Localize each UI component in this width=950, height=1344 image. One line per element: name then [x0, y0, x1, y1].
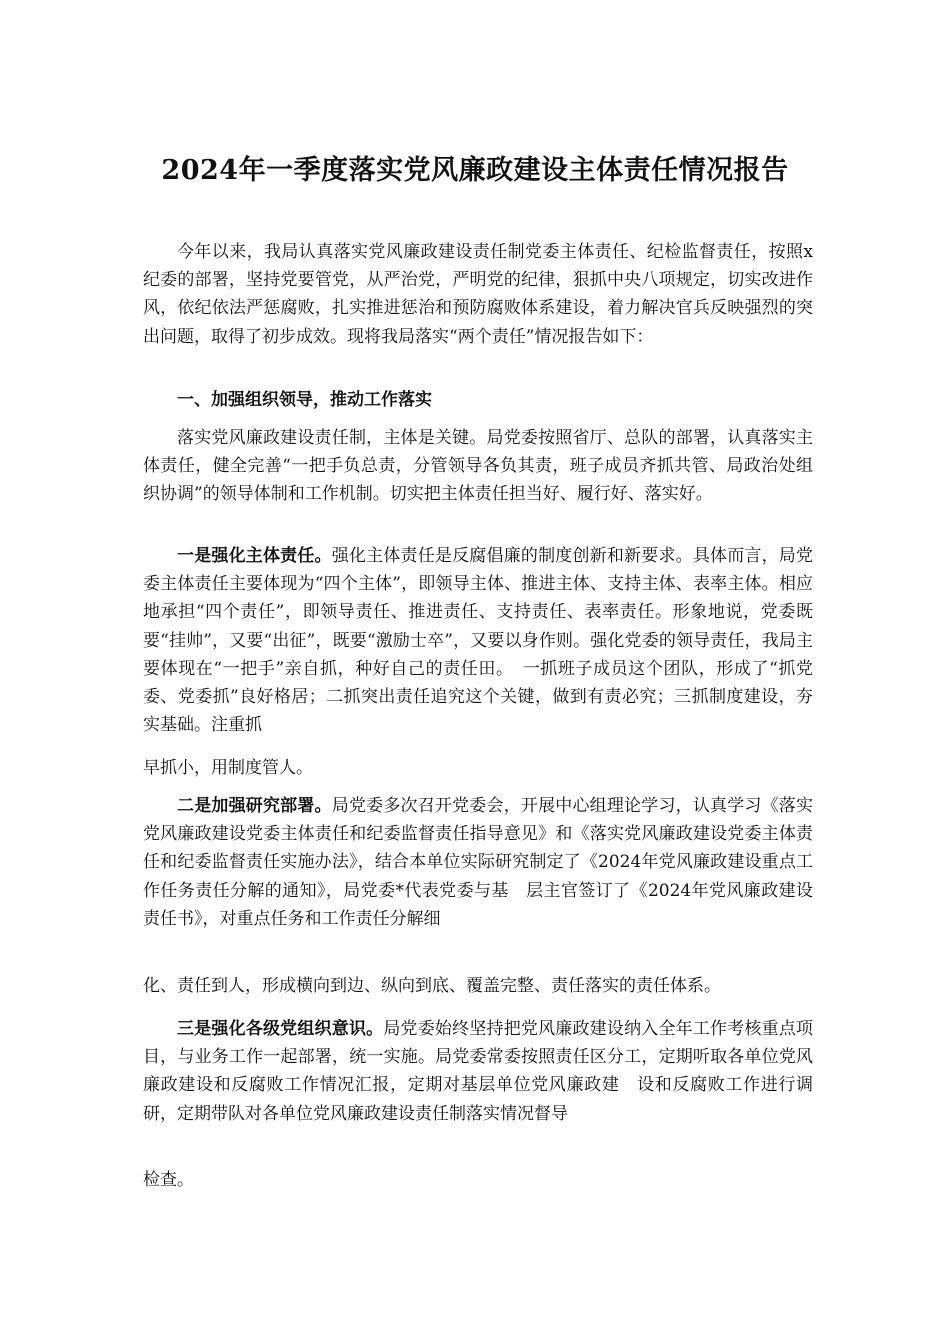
item-one-paragraph — [143, 542, 813, 739]
item-three-continuation: 检查。 — [143, 1170, 194, 1190]
item-two-continuation: 化、责任到人，形成横向到边、纵向到底、覆盖完整、责任落实的责任体系。 — [143, 976, 721, 996]
section-paragraph: 落实党风廉政建设责任制，主体是关键。局党委按照省厅、总队的部署，认真落实主体责任，健全完善“一把手负总责，分管领导各负其责，班子成员齐抓共管、局政治处组织协调”的领导体制和工作机制。切实把主体责任担当好、履行好、落实好。 — [143, 428, 813, 505]
item-one-lead: 一是强化主体责任。 — [177, 546, 332, 566]
item-two-paragraph — [143, 792, 813, 933]
section-heading: 一、加强组织领导，推动工作落实 — [177, 390, 432, 410]
item-two-text: 局党委多次召开党委会，开展中心组理论学习，认真学习《落实党风廉政建设党委主体责任和纪委监督责任指导意见》和《落实党风廉政建设党委主体责任和纪委监督责任实施办法》，结合本单位实际研究制定了《2024年党风廉政建设重点工作任务责任分解的通知》，局党委*代表党委与基 层主官签订了《2024年党风廉政建设责任书》，对重点任务和工作责任分解细 — [143, 796, 813, 929]
intro-paragraph: 今年以来，我局认真落实党风廉政建设责任制党委主体责任、纪检监督责任，按照x纪委的部署，坚持党要管党，从严治党，严明党的纪律，狠抓中央八项规定，切实改进作风，依纪依法严惩腐败，扎实推进惩治和预防腐败体系建设，着力解决官兵反映强烈的突出问题，取得了初步成效。现将我局落实“两个责任”情况报告如下： — [143, 242, 813, 347]
item-three-lead: 三是强化各级党组织意识。 — [177, 1019, 384, 1039]
item-three-text: 局党委始终坚持把党风廉政建设纳入全年工作考核重点项目，与业务工作一起部署，统一实施。局党委常委按照责任区分工，定期听取各单位党风廉政建设和反腐败工作情况汇报，定期对基层单位党风廉政建 设和反腐败工作进行调研，定期带队对各单位党风廉政建设责任制落实情况督导 — [143, 1019, 814, 1124]
item-one-continuation: 早抓小，用制度管人。 — [143, 758, 313, 778]
item-two-lead: 二是加强研究部署。 — [177, 796, 332, 816]
item-one-text: 强化主体责任是反腐倡廉的制度创新和新要求。具体而言，局党委主体责任主要体现为“四个主体”，即领导主体、推进主体、支持主体、表率主体。相应地承担“四个责任”，即领导责任、推进责任、支持责任、表率责任。形象地说，党委既要“挂帅”，又要“出征”，既要“激励士卒”，又要以身作则。强化党委的领导责任，我局主要体现在“一把手”亲自抓，种好自己的责任田。 一抓班子成员这个团队，形成了“抓党委、党委抓”良好格居；二抓突出责任追究这个关键，做到有责必究；三抓制度建设，夯实基础。注重抓 — [143, 546, 813, 736]
document-title: 2024年一季度落实党风廉政建设主体责任情况报告 — [161, 155, 789, 186]
item-three-paragraph — [143, 1015, 813, 1128]
